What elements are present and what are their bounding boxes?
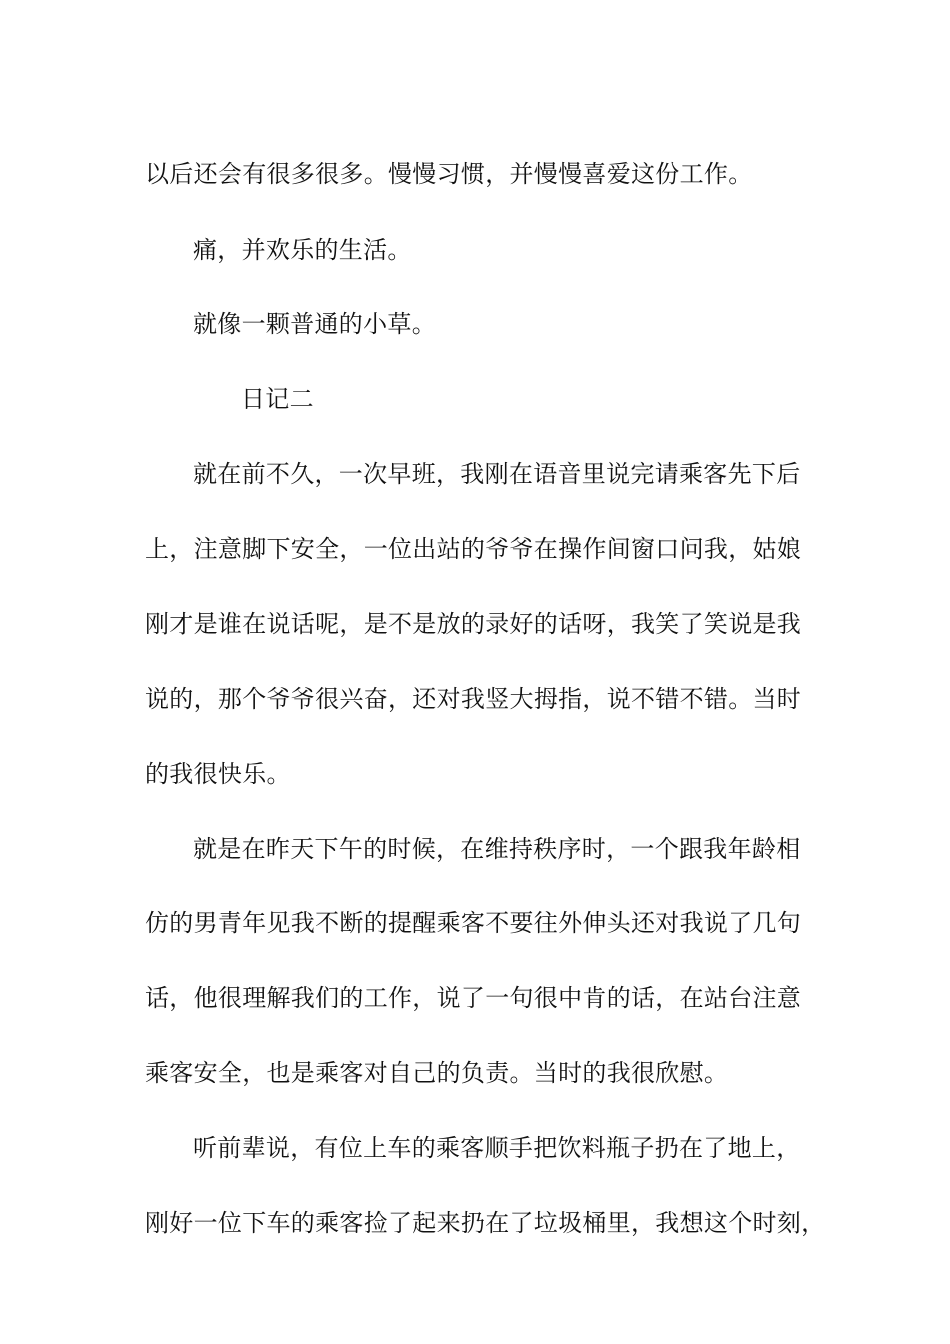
section-heading: 日记二: [241, 385, 314, 413]
text-line: 刚好一位下车的乘客捡了起来扔在了垃圾桶里，我想这个时刻，: [145, 1209, 826, 1237]
text-line: 痛，并欢乐的生活。: [193, 236, 412, 264]
text-line: 仿的男青年见我不断的提醒乘客不要往外伸头还对我说了几句: [145, 909, 802, 937]
text-line: 乘客安全，也是乘客对自己的负责。当时的我很欣慰。: [145, 1059, 729, 1087]
text-line: 就在前不久，一次早班，我刚在语音里说完请乘客先下后: [193, 460, 801, 488]
text-line: 说的，那个爷爷很兴奋，还对我竖大拇指，说不错不错。当时: [145, 685, 802, 713]
text-line: 就像一颗普通的小草。: [193, 310, 436, 338]
text-line: 就是在昨天下午的时候，在维持秩序时，一个跟我年龄相: [193, 835, 801, 863]
text-line: 话，他很理解我们的工作，说了一句很中肯的话，在站台注意: [145, 984, 802, 1012]
text-line: 的我很快乐。: [145, 760, 291, 788]
text-line: 以后还会有很多很多。慢慢习惯，并慢慢喜爱这份工作。: [145, 160, 753, 188]
text-line: 上，注意脚下安全，一位出站的爷爷在操作间窗口问我，姑娘: [145, 535, 802, 563]
text-line: 刚才是谁在说话呢，是不是放的录好的话呀，我笑了笑说是我: [145, 610, 802, 638]
text-line: 听前辈说，有位上车的乘客顺手把饮料瓶子扔在了地上，: [193, 1134, 801, 1162]
